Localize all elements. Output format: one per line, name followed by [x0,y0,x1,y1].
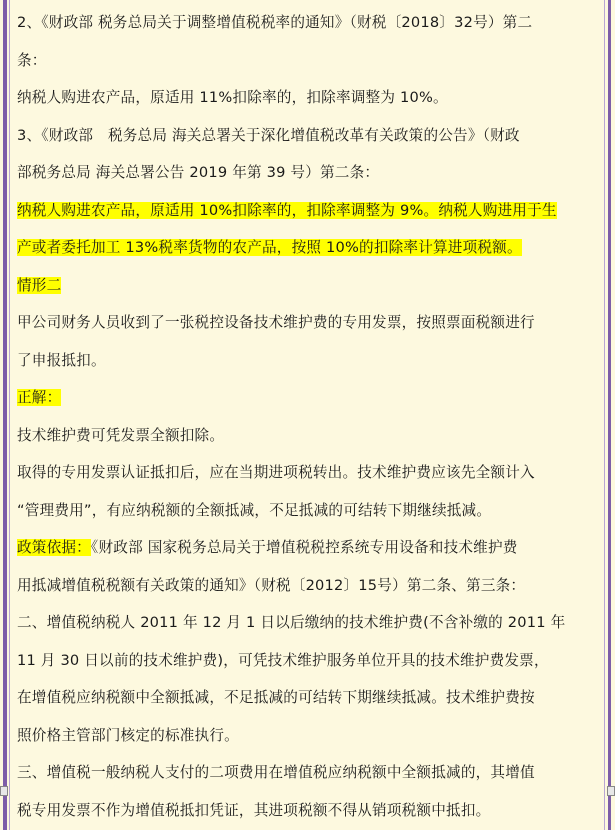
text-line: 税专用发票不作为增值税抵扣凭证，其进项税额不得从销项税额中抵扣。 [17,801,491,819]
text-line: 条： [17,51,47,69]
right-border [608,0,611,830]
text-line: 3、《财政部 税务总局 海关总署关于深化增值税改革有关政策的公告》（财政 [17,126,520,144]
text-line: 11 月 30 日以前的技术维护费)，可凭技术维护服务单位开具的技术维护费发票， [17,651,549,669]
highlighted-line: 纳税人购进农产品，原适用 10%扣除率的，扣除率调整为 9%。纳税人购进用于生 [17,201,557,219]
text-line: 用抵减增值税税额有关政策的通知》（财税〔2012〕15号）第二条、第三条： [17,576,526,594]
right-scroll-marker[interactable] [607,786,615,796]
policy-basis-text: 《财政部 国家税务总局关于增值税税控系统专用设备和技术维护费 [90,539,518,556]
text-line: 取得的专用发票认证抵扣后，应在当期进项税转出。技术维护费应该先全额计入 [17,464,535,481]
section-heading: 情形二 [17,276,62,294]
text-line: 在增值税应纳税额中全额抵减，不足抵减的可结转下期继续抵减。技术维护费按 [17,689,535,706]
policy-basis-line [17,529,603,567]
text-line: 照价格主管部门核定的标准执行。 [17,726,239,744]
highlighted-line: 产或者委托加工 13%税率货物的农产品，按照 10%的扣除率计算进项税额。 [17,239,522,256]
left-scroll-marker[interactable] [0,786,8,796]
text-line: “管理费用”，有应纳税额的全额抵减，不足抵减的可结转下期继续抵减。 [17,501,492,519]
text-line: 了申报抵扣。 [17,351,106,369]
text-line: 技术维护费可凭发票全额扣除。 [17,426,225,444]
left-border-inner [9,0,10,830]
text-line: 部税务总局 海关总署公告 2019 年第 39 号）第二条： [17,164,380,181]
text-line: 2、《财政部 税务总局关于调整增值税税率的通知》（财税〔2018〕32号）第二 [17,14,533,31]
right-border-inner [604,0,605,830]
text-line: 三、增值税一般纳税人支付的二项费用在增值税应纳税额中全额抵减的，其增值 [17,764,535,781]
policy-basis-label: 政策依据： [17,539,91,556]
section-heading: 正解： [17,389,62,406]
text-line: 纳税人购进农产品，原适用 11%扣除率的，扣除率调整为 10%。 [17,89,448,106]
text-line: 甲公司财务人员收到了一张税控设备技术维护费的专用发票，按照票面税额进行 [17,314,535,331]
left-border [3,0,7,830]
document-body [17,4,603,829]
text-line: 二、增值税纳税人 2011 年 12 月 1 日以后缴纳的技术维护费(不含补缴的 2011 年 [17,614,566,631]
